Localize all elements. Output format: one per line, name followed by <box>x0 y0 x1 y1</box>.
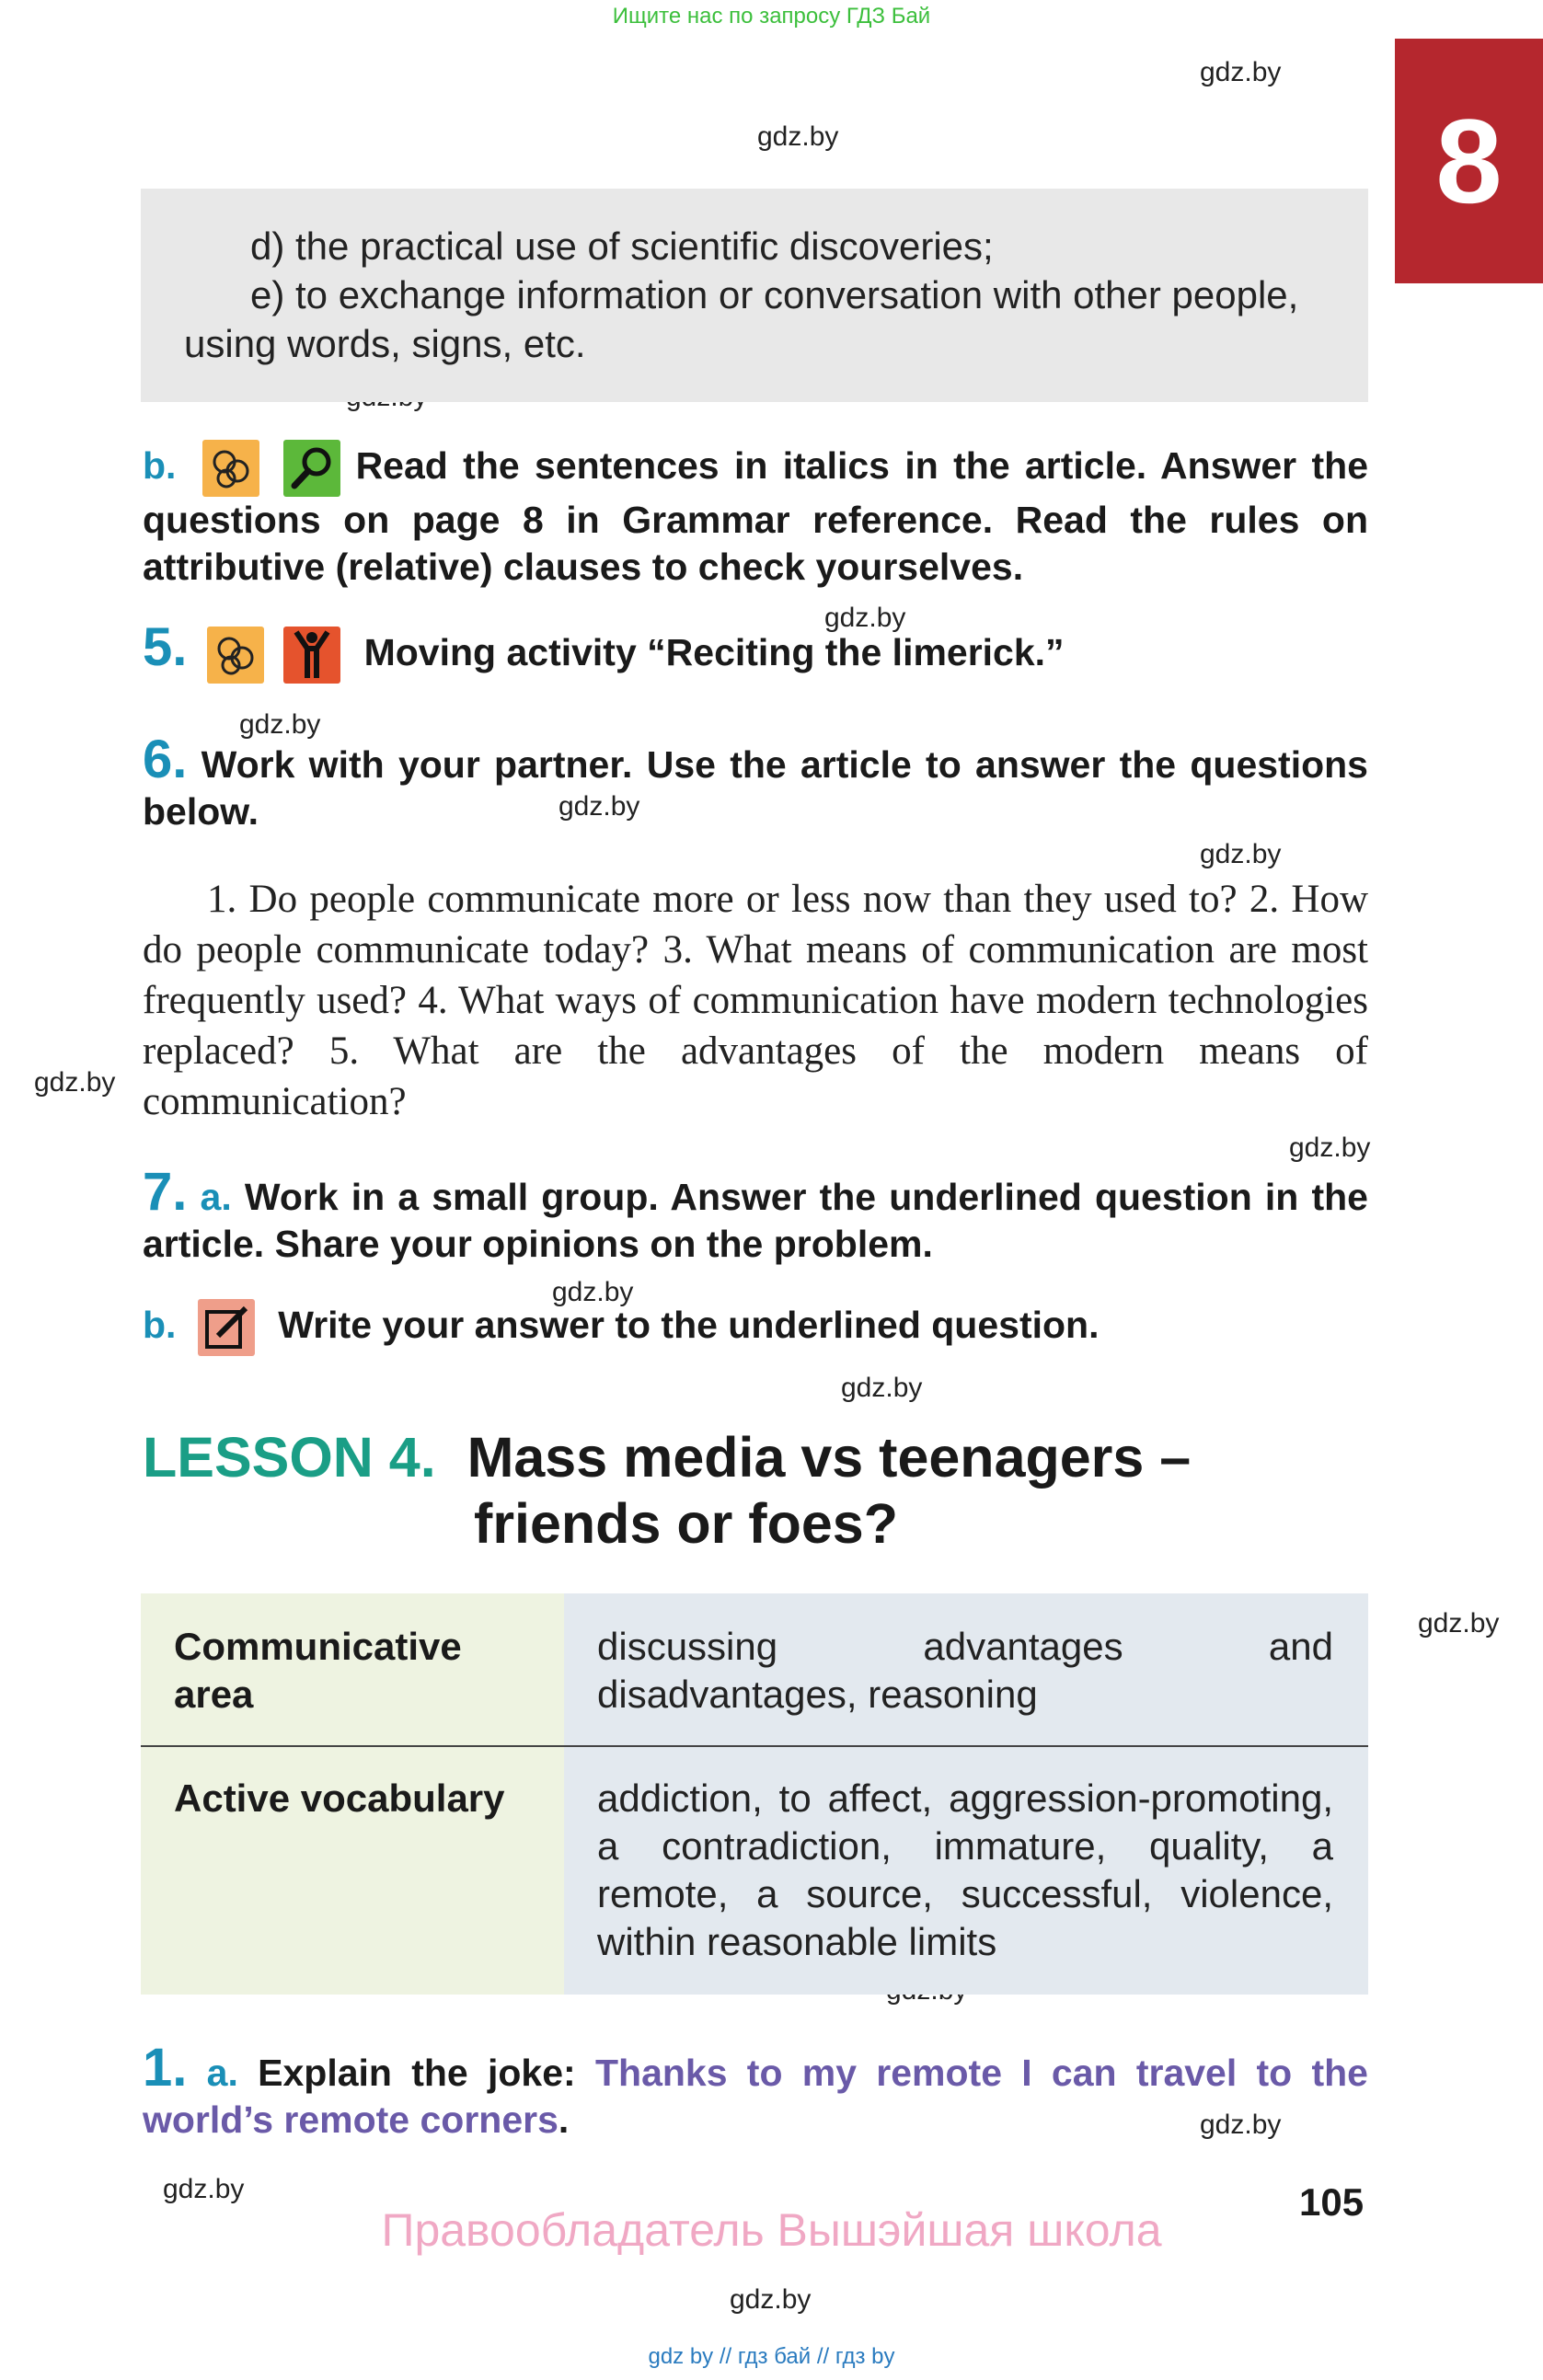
task-number: 7. <box>143 1162 188 1222</box>
task-label: a. <box>200 1176 232 1218</box>
lesson-heading <box>143 1424 1191 1557</box>
task-7a-text: Work in a small group. Answer the underlined question in the article. Share your opinions on the problem. <box>143 1176 1368 1265</box>
communicative-area-value: discussing advantages and disadvantages, reasoning <box>597 1625 1333 1716</box>
watermark: gdz.by <box>1289 1133 1371 1163</box>
communicative-area-label: Communicative area <box>174 1625 462 1716</box>
task-label: a. <box>206 2052 238 2094</box>
definition-e-continued: using words, signs, etc. <box>184 322 586 365</box>
active-vocabulary-label: Active vocabulary <box>174 1776 505 1820</box>
group-work-icon <box>202 440 259 497</box>
watermark: gdz.by <box>824 603 906 633</box>
watermark: gdz.by <box>1200 839 1282 869</box>
watermark: gdz.by <box>558 791 640 822</box>
page-number: 105 <box>1299 2180 1365 2224</box>
lesson-number: LESSON 4. <box>143 1426 436 1489</box>
watermark: gdz.by <box>552 1277 634 1307</box>
task-number: 5. <box>143 617 188 677</box>
writing-icon <box>198 1299 255 1356</box>
bottom-links[interactable]: gdz by // гдз бай // гдз by <box>648 2344 895 2369</box>
task-number: 6. <box>143 730 188 789</box>
joke-end: . <box>558 2098 570 2141</box>
task-1a <box>143 2038 1368 2144</box>
watermark: gdz.by <box>34 1067 116 1098</box>
copyright-owner: Правообладатель Вышэйшая школа <box>381 2204 1162 2256</box>
definition-e: e) to exchange information or conversation with other people, <box>250 273 1299 316</box>
active-vocabulary-value: addiction, to affect, aggression-promoting, a contradiction, immature, quality, a remote, a source, successful, violence, within reasonable limits <box>597 1776 1333 1963</box>
watermark: gdz.by <box>757 121 839 152</box>
task-4b-text: Read the sentences in italics in the article. Answer the questions on page 8 in Grammar reference. Read the rules on attributive (relative) clauses to check yourselves. <box>143 443 1368 588</box>
table-divider <box>141 1745 1368 1747</box>
task-7a <box>143 1162 1368 1268</box>
moving-activity-icon <box>283 627 340 684</box>
task-1a-text: Explain the joke: <box>258 2052 576 2094</box>
watermark: gdz.by <box>163 2174 245 2204</box>
watermark: gdz.by <box>239 709 321 740</box>
task-7b-text: Write your answer to the underlined question. <box>278 1303 1100 1346</box>
task-label: b. <box>143 443 177 487</box>
watermark: gdz.by <box>1200 2110 1282 2140</box>
lesson-title-line2: friends or foes? <box>474 1492 898 1555</box>
watermark: gdz.by <box>1200 57 1282 87</box>
lesson-info-table <box>141 1593 1368 1995</box>
group-work-icon <box>207 627 264 684</box>
task-6 <box>143 730 1368 835</box>
task-6-questions: 1. Do people communicate more or less now than they used to? 2. How do people communicate today? 3. What means of communication are most frequently used? 4. What ways of communication have modern technologies replaced? 5. What are the advantages of the modern means of communication? <box>143 878 1368 1123</box>
task-4b <box>143 440 1368 591</box>
task-label: b. <box>143 1303 177 1346</box>
joke-text: Thanks to my remote I can travel to the world’s remote corners <box>143 2052 1368 2141</box>
definition-d: d) the practical use of scientific discoveries; <box>250 224 994 268</box>
lesson-title-line1: Mass media vs teenagers – <box>466 1426 1192 1489</box>
task-5-text: Moving activity “Reciting the limerick.” <box>363 631 1065 673</box>
task-6-text: Work with your partner. Use the article to answer the questions below. <box>143 743 1368 833</box>
task-number: 1. <box>143 2038 188 2098</box>
watermark: gdz.by <box>1418 1608 1500 1638</box>
top-notice[interactable]: Ищите нас по запросу ГДЗ Бай <box>612 4 931 29</box>
magnifier-icon <box>283 440 340 497</box>
watermark: gdz.by <box>841 1373 923 1403</box>
chapter-tab: 8 <box>1395 39 1543 283</box>
task-7b <box>143 1299 1368 1356</box>
watermark: gdz.by <box>730 2284 812 2315</box>
